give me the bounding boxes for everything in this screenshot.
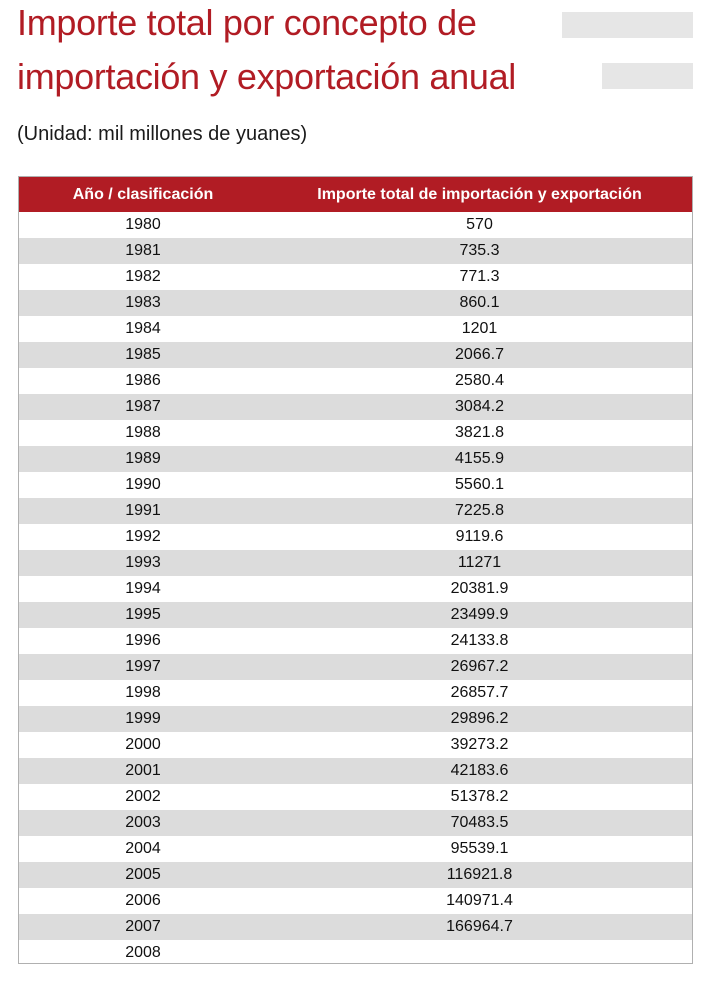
year-cell: 1980 [125, 216, 161, 233]
year-cell: 1997 [125, 658, 161, 675]
year-cell: 1987 [125, 398, 161, 415]
table-row [19, 472, 692, 498]
table-row [19, 940, 692, 964]
year-cell: 1991 [125, 502, 161, 519]
value-cell: 11271 [457, 554, 502, 571]
year-cell: 1995 [125, 606, 161, 623]
table-row [19, 264, 692, 290]
year-cell: 1982 [125, 268, 161, 285]
value-cell: 1201 [461, 320, 498, 337]
value-cell: 9119.6 [455, 528, 504, 545]
trade-table [18, 176, 693, 964]
table-header [19, 177, 692, 212]
year-cell: 2002 [125, 788, 161, 805]
year-cell: 1993 [125, 554, 161, 571]
table-row [19, 342, 692, 368]
value-cell: 860.1 [459, 294, 500, 311]
table-row [19, 368, 692, 394]
year-cell: 2008 [125, 944, 161, 961]
value-cell: 2066.7 [455, 346, 504, 363]
value-cell: 140971.4 [446, 892, 513, 909]
table-row [19, 706, 692, 732]
year-cell: 2001 [125, 762, 161, 779]
table-row [19, 420, 692, 446]
year-cell: 2004 [125, 840, 161, 857]
unit-subtitle: (Unidad: mil millones de yuanes) [17, 123, 308, 145]
table-body [19, 212, 692, 964]
value-cell: 3084.2 [455, 398, 504, 415]
table-row [19, 654, 692, 680]
value-cell: 95539.1 [450, 840, 509, 857]
value-cell: 26857.7 [450, 684, 509, 701]
year-cell: 1999 [125, 710, 161, 727]
value-cell: 3821.8 [455, 424, 504, 441]
value-cell: 7225.8 [455, 502, 504, 519]
year-cell: 1984 [125, 320, 161, 337]
value-cell: 735.3 [459, 242, 500, 259]
table-row [19, 446, 692, 472]
year-cell: 1981 [125, 242, 161, 259]
value-cell: 771.3 [459, 268, 500, 285]
value-cell: 42183.6 [450, 762, 509, 779]
year-cell: 1996 [125, 632, 161, 649]
page-title-line-2: importación y exportación anual [17, 56, 516, 97]
value-cell: 2580.4 [455, 372, 504, 389]
year-cell: 1983 [125, 294, 161, 311]
value-cell: 51378.2 [450, 788, 509, 805]
table-row [19, 628, 692, 654]
year-cell: 1989 [125, 450, 161, 467]
page-title-line-1: Importe total por concepto de [17, 2, 477, 43]
value-cell: 4155.9 [455, 450, 504, 467]
table-row [19, 524, 692, 550]
year-cell: 2005 [125, 866, 161, 883]
year-cell: 1985 [125, 346, 161, 363]
table-row [19, 238, 692, 264]
value-cell: 23499.9 [450, 606, 509, 623]
value-cell: 24133.8 [450, 632, 509, 649]
table-row [19, 576, 692, 602]
table-row [19, 888, 692, 914]
year-cell: 2003 [125, 814, 161, 831]
table-row [19, 602, 692, 628]
table-row [19, 836, 692, 862]
year-cell: 2007 [125, 918, 161, 935]
table-row [19, 290, 692, 316]
table-row [19, 316, 692, 342]
title-placeholder-bar [602, 63, 693, 89]
table-row [19, 810, 692, 836]
year-cell: 2000 [125, 736, 161, 753]
table-row [19, 732, 692, 758]
value-cell: 39273.2 [450, 736, 509, 753]
value-cell: 166964.7 [446, 918, 513, 935]
title-placeholder-bar [562, 12, 693, 38]
table-row [19, 914, 692, 940]
header-year: Año / clasificación [72, 185, 214, 203]
year-cell: 1986 [125, 372, 161, 389]
table-row [19, 758, 692, 784]
table-row [19, 212, 692, 238]
value-cell: 570 [466, 216, 493, 233]
year-cell: 2006 [125, 892, 161, 909]
year-cell: 1994 [125, 580, 161, 597]
header-value: Importe total de importación y exportación [317, 185, 642, 203]
table-row [19, 784, 692, 810]
table-row [19, 498, 692, 524]
value-cell: 29896.2 [450, 710, 509, 727]
value-cell: 20381.9 [450, 580, 509, 597]
table-row [19, 680, 692, 706]
table-row [19, 862, 692, 888]
table-row [19, 394, 692, 420]
year-cell: 1992 [125, 528, 161, 545]
year-cell: 1990 [125, 476, 161, 493]
value-cell: 26967.2 [450, 658, 509, 675]
year-cell: 1988 [125, 424, 161, 441]
table-row [19, 550, 692, 576]
year-cell: 1998 [125, 684, 161, 701]
value-cell: 116921.8 [446, 866, 513, 883]
value-cell: 5560.1 [455, 476, 504, 493]
value-cell: 70483.5 [450, 814, 509, 831]
